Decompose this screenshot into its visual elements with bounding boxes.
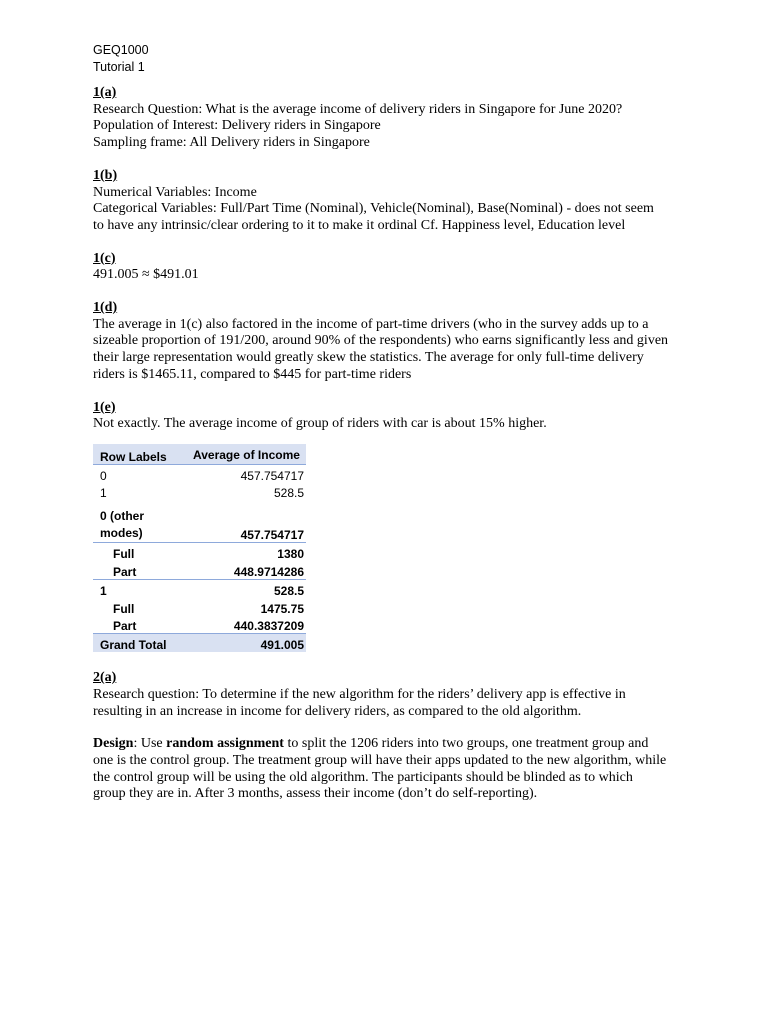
q1b-categorical-variables: Categorical Variables: Full/Part Time (Nominal), Vehicle(Nominal), Base(Nominal) - does not seem to have any intrinsic/clear ordering to it to make it ordinal Cf. Happiness level, Education level bbox=[93, 201, 654, 233]
heading-1d: 1(d) bbox=[93, 300, 118, 316]
row-value: 528.5 bbox=[273, 486, 304, 501]
q2a-research-question: Research question: To determine if the new algorithm for the riders’ delivery app is effective in resulting in an increase in income for delivery riders, as compared to the old algorithm. bbox=[93, 686, 626, 719]
tutorial-title: Tutorial 1 bbox=[93, 60, 145, 74]
q1c-answer: 491.005 ≈ $491.01 bbox=[93, 267, 199, 283]
row-label: Full bbox=[113, 547, 135, 562]
q1a-research-question: Research Question: What is the average income of delivery riders in Singapore for June 2020? bbox=[93, 101, 623, 117]
table-row bbox=[93, 616, 306, 634]
row-value: 448.9714286 bbox=[233, 564, 304, 579]
q1a-sampling-frame: Sampling frame: All Delivery riders in Singapore bbox=[93, 135, 370, 151]
heading-1a: 1(a) bbox=[93, 85, 117, 100]
table-row bbox=[93, 483, 306, 501]
grand-total-value: 491.005 bbox=[186, 634, 306, 652]
q1e-answer: Not exactly. The average income of group of riders with car is about 15% higher. bbox=[93, 416, 547, 432]
document-page bbox=[93, 42, 673, 803]
pivot-header-value: Average of Income bbox=[186, 444, 306, 464]
table-row bbox=[93, 561, 306, 579]
q1b-numerical-variables: Numerical Variables: Income bbox=[93, 184, 257, 200]
q1a-population: Population of Interest: Delivery riders in Singapore bbox=[93, 118, 381, 134]
row-value: 457.754717 bbox=[240, 468, 304, 483]
spacer-row bbox=[93, 500, 306, 508]
heading-1b: 1(b) bbox=[93, 167, 118, 183]
row-label: 1 bbox=[100, 486, 107, 501]
pivot-header-row bbox=[93, 444, 306, 464]
design-label: Design bbox=[93, 736, 134, 752]
table-row bbox=[93, 464, 306, 482]
row-label: 0 bbox=[100, 468, 107, 483]
row-label: Part bbox=[113, 619, 137, 634]
heading-1e: 1(e) bbox=[93, 399, 116, 415]
group-label: 0 (other modes) bbox=[93, 508, 186, 543]
design-emphasis: random assignment bbox=[166, 736, 284, 752]
table-row bbox=[93, 543, 306, 561]
row-value: 440.3837209 bbox=[233, 619, 304, 634]
table-row bbox=[93, 598, 306, 616]
group-value: 528.5 bbox=[186, 579, 306, 597]
group-value: 457.754717 bbox=[186, 508, 306, 543]
course-code: GEQ1000 bbox=[93, 43, 149, 57]
row-value: 1475.75 bbox=[260, 601, 304, 616]
group-row-1 bbox=[93, 579, 306, 597]
grand-total-row bbox=[93, 634, 306, 652]
row-label: Full bbox=[113, 601, 135, 616]
design-pre: : Use bbox=[133, 736, 167, 752]
q2a-design bbox=[93, 736, 668, 803]
row-label: Part bbox=[113, 564, 137, 579]
grand-total-label: Grand Total bbox=[93, 634, 186, 652]
pivot-table bbox=[93, 444, 306, 652]
heading-1c: 1(c) bbox=[93, 250, 116, 266]
q1d-answer: The average in 1(c) also factored in the income of part-time drivers (who in the survey adds up to a sizeable proportion of 191/200, around 90% of the respondents) who earns significantly less and given their large representation would greatly skew the statistics. The average for only full-time delivery riders is $1465.11, compared to $445 for part-time riders bbox=[93, 316, 669, 382]
design-text: to split the 1206 riders into two groups, one treatment group and one is the control group. The treatment group will have their apps updated to the new algorithm, while the control group will be using the old algorithm. The participants should be blinded as to which group they are in. After 3 months, assess their income (don’t do self-reporting). bbox=[93, 736, 667, 802]
group-row-0 bbox=[93, 508, 306, 543]
row-value: 1380 bbox=[277, 547, 304, 562]
pivot-header-label: Row Labels bbox=[93, 444, 186, 464]
group-label: 1 bbox=[93, 579, 186, 597]
heading-2a: 2(a) bbox=[93, 670, 117, 686]
